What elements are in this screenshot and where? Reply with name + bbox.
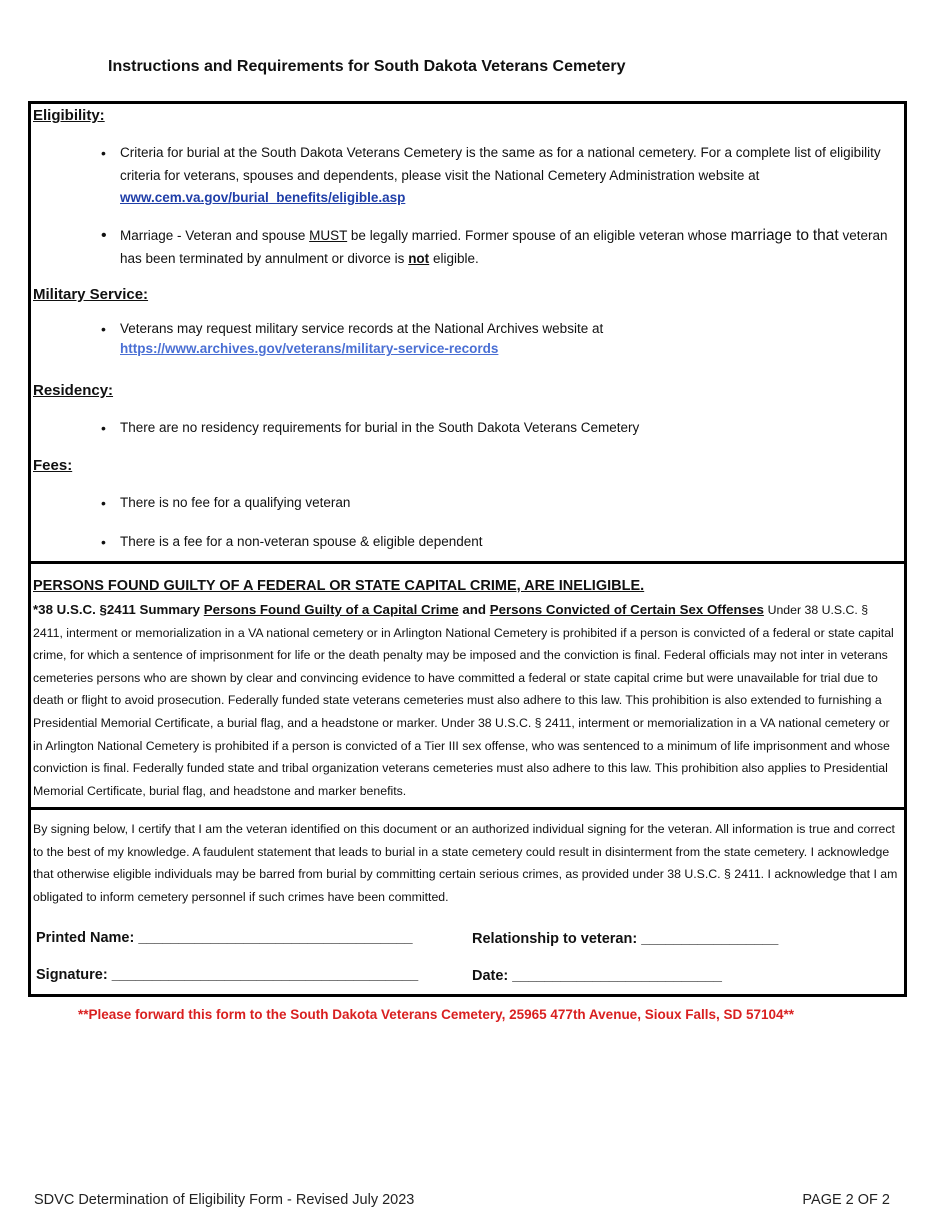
military-service-bullet (101, 319, 900, 359)
relationship-field[interactable]: Relationship to veteran: _________________ (472, 931, 779, 947)
fees-spouse-text: There is a fee for a non-veteran spouse & eligible dependent (120, 534, 483, 549)
footer-page-number: PAGE 2 OF 2 (802, 1192, 890, 1208)
fees-bullet-spouse (101, 531, 900, 554)
certification-statement: By signing below, I certify that I am the veteran identified on this document or an authorized individual signing for the veteran. All information is true and correct to the best of my knowledge. A faudulent statement that leads to burial in a state cemetery could result in disinterment from the state cemetery. I acknowledge that otherwise eligible individuals may be barred from burial by committing certain serious crimes, as provided under 38 U.S.C. § 2411. I acknowledge that I am obligated to inform cemetery personnel if such crimes have been committed. (33, 822, 898, 904)
section-divider (31, 807, 904, 810)
must-text: MUST (309, 228, 348, 243)
marriage-text-2: be legally married. Former spouse of an eligible veteran whose (350, 228, 727, 243)
marriage-text-big-2: that (812, 227, 839, 244)
capital-crime-title: Persons Found Guilty of a Capital Crime (203, 602, 459, 617)
page-title: Instructions and Requirements for South Dakota Veterans Cemetery (108, 58, 626, 75)
not-text: not (408, 250, 430, 266)
sex-offense-title: Persons Convicted of Certain Sex Offenses (489, 602, 764, 617)
marriage-text-3: veteran has been terminated by annulment or divorce is (120, 228, 888, 266)
signature-field[interactable]: Signature: ______________________________________ (36, 967, 419, 983)
capital-crime-body: Under 38 U.S.C. § 2411, interment or memorialization in a VA national cemetery or in Arlington National Cemetery is prohibited if a person is convicted of a federal or state capital crime, for which a sentence of imprisonment for life or the death penalty may be imposed and the conviction is final. Federal officials may not inter in veterans cemeteries persons who are shown by clear and convincing evidence to have committed a federal or state capital crime but were unavailable for trial due to death or flight to avoid prosecution. Federally funded state veterans cemeteries must also adhere to this law. This prohibition is also extended to furnishing a Presidential Memorial Certificate, a burial flag, and a headstone or marker. Under 38 U.S.C. § 2411, interment or memorialization in a VA national cemetery or in Arlington National Cemetery is prohibited if a person is convicted of a Tier III sex offense, who was sentenced to a minimum of life imprisonment and whose conviction is final. Federally funded state and tribal organization veterans cemeteries must also adhere to this law. This prohibition also applies to Presidential Memorial Certificate, burial flag, and headstone and marker benefits. (33, 603, 894, 798)
bullet-icon: • (101, 495, 106, 511)
military-service-heading: Military Service: (33, 286, 149, 303)
printed-name-field[interactable]: Printed Name: __________________________________ (36, 930, 413, 946)
bullet-icon: • (101, 227, 107, 244)
section-divider (31, 561, 904, 564)
marriage-text-big-1: marriage to (730, 227, 810, 244)
capital-crime-heading: PERSONS FOUND GUILTY OF A FEDERAL OR STATE CAPITAL CRIME, ARE INELIGIBLE. (33, 578, 645, 594)
eligibility-bullet-marriage (101, 225, 900, 270)
marriage-text-4: eligible. (432, 250, 479, 266)
nca-eligibility-link[interactable]: www.cem.va.gov/burial_benefits/eligible.asp (120, 190, 406, 205)
fees-bullet-veteran (101, 492, 900, 515)
statute-prefix: *38 U.S.C. §2411 Summary (33, 602, 201, 617)
statute-lead (33, 602, 768, 617)
residency-text: There are no residency requirements for burial in the South Dakota Veterans Cemetery (120, 420, 640, 435)
bullet-icon: • (101, 145, 106, 161)
bullet-icon: • (101, 321, 106, 337)
fees-veteran-text: There is no fee for a qualifying veteran (120, 495, 351, 510)
bullet-icon: • (101, 534, 106, 550)
capital-crime-summary (33, 599, 899, 802)
fees-heading: Fees: (33, 457, 73, 474)
military-service-text: Veterans may request military service records at the National Archives website at (120, 321, 604, 336)
footer-form-name: SDVC Determination of Eligibility Form - Revised July 2023 (34, 1192, 415, 1208)
eligibility-heading: Eligibility: (33, 107, 105, 124)
forward-instruction: **Please forward this form to the South Dakota Veterans Cemetery, 25965 477th Avenue, Sioux Falls, SD 57104** (78, 1007, 795, 1022)
date-field[interactable]: Date: __________________________ (472, 968, 722, 984)
statute-and: and (462, 602, 487, 617)
archives-link[interactable]: https://www.archives.gov/veterans/military-service-records (120, 341, 499, 356)
eligibility-criteria-text: Criteria for burial at the South Dakota Veterans Cemetery is the same as for a national cemetery. For a complete list of eligibility criteria for veterans, spouses and dependents, please visit the National Cemetery Administration website at (120, 145, 881, 183)
residency-bullet (101, 417, 900, 440)
marriage-text-1: Marriage - Veteran and spouse (120, 228, 306, 243)
residency-heading: Residency: (33, 382, 114, 399)
eligibility-bullet-criteria (101, 142, 900, 210)
form-frame (28, 101, 907, 997)
bullet-icon: • (101, 420, 106, 436)
